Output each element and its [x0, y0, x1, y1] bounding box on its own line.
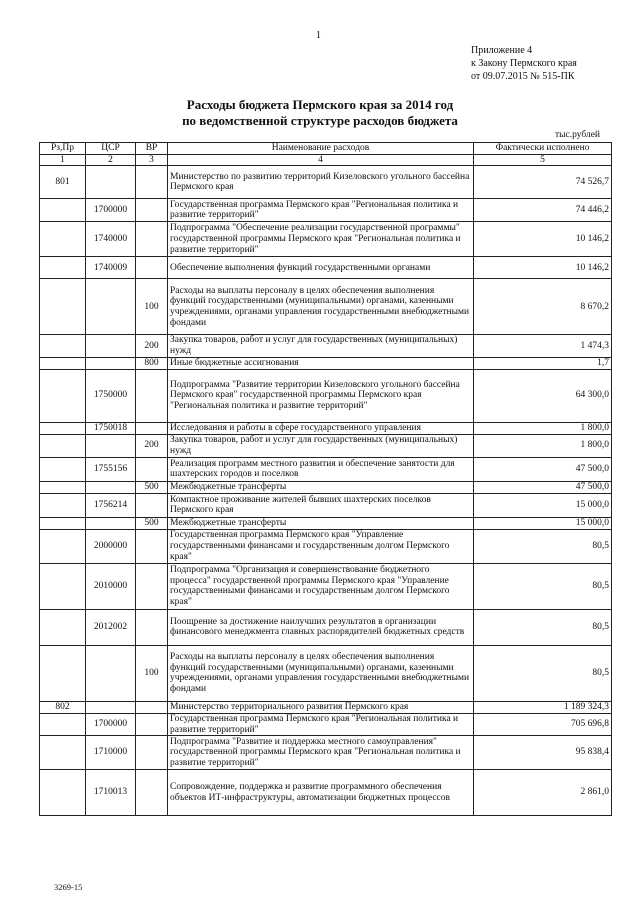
- cell-csr: 1740009: [86, 257, 136, 279]
- header-number: 5: [474, 154, 612, 166]
- table-row: [40, 335, 612, 357]
- cell-vr: [136, 199, 168, 222]
- cell-csr: 2000000: [86, 529, 136, 563]
- header-rz: Рз,Пр: [40, 143, 86, 155]
- cell-rz: [40, 713, 86, 735]
- cell-vr: [136, 563, 168, 609]
- cell-amount: 1,7: [474, 357, 612, 369]
- cell-name: Обеспечение выполнения функций государственными органами: [168, 257, 474, 279]
- header-number: 4: [168, 154, 474, 166]
- cell-amount: 2 861,0: [474, 770, 612, 816]
- cell-vr: [136, 770, 168, 816]
- cell-amount: 80,5: [474, 609, 612, 645]
- cell-vr: 100: [136, 279, 168, 335]
- cell-csr: [86, 357, 136, 369]
- cell-vr: [136, 166, 168, 199]
- cell-csr: [86, 434, 136, 457]
- units-label: тыс.рублей: [555, 130, 601, 140]
- cell-name: Подпрограмма "Развитие территории Кизеловского угольного бассейна Пермского края" государственной программы Пермского края "Региональная политика и развитие территорий": [168, 369, 474, 422]
- cell-vr: [136, 736, 168, 770]
- header-number: 2: [86, 154, 136, 166]
- cell-rz: [40, 645, 86, 701]
- cell-vr: [136, 257, 168, 279]
- footer-code: 3269-15: [54, 882, 83, 892]
- cell-amount: 64 300,0: [474, 369, 612, 422]
- cell-name: Государственная программа Пермского края "Региональная политика и развитие территорий": [168, 713, 474, 735]
- cell-rz: [40, 357, 86, 369]
- table-row: [40, 736, 612, 770]
- table-row: [40, 770, 612, 816]
- cell-csr: 1710013: [86, 770, 136, 816]
- cell-vr: [136, 701, 168, 713]
- table-row: [40, 369, 612, 422]
- cell-csr: [86, 645, 136, 701]
- cell-amount: 10 146,2: [474, 222, 612, 257]
- header-amount: Фактически исполнено: [474, 143, 612, 155]
- cell-name: Подпрограмма "Обеспечение реализации государственной программы" государственной программы Пермского края "Региональная политика и развитие территорий": [168, 222, 474, 257]
- cell-rz: [40, 457, 86, 481]
- cell-amount: 10 146,2: [474, 257, 612, 279]
- cell-name: Исследования и работы в сфере государственного управления: [168, 422, 474, 434]
- cell-rz: [40, 257, 86, 279]
- cell-vr: [136, 457, 168, 481]
- cell-vr: [136, 422, 168, 434]
- cell-name: Государственная программа Пермского края "Управление государственными финансами и государственным долгом Пермского края": [168, 529, 474, 563]
- cell-vr: [136, 529, 168, 563]
- cell-amount: 15 000,0: [474, 493, 612, 517]
- table-row: [40, 493, 612, 517]
- cell-csr: [86, 279, 136, 335]
- cell-csr: 1740000: [86, 222, 136, 257]
- cell-amount: 15 000,0: [474, 517, 612, 529]
- header-number: 3: [136, 154, 168, 166]
- cell-vr: [136, 609, 168, 645]
- cell-vr: 200: [136, 335, 168, 357]
- table-row: [40, 199, 612, 222]
- cell-name: Иные бюджетные ассигнования: [168, 357, 474, 369]
- cell-csr: 1700000: [86, 199, 136, 222]
- table-row: [40, 457, 612, 481]
- header-numbers-row: [40, 154, 612, 166]
- cell-csr: [86, 335, 136, 357]
- table-row: [40, 563, 612, 609]
- cell-rz: [40, 422, 86, 434]
- cell-rz: [40, 770, 86, 816]
- cell-csr: [86, 701, 136, 713]
- cell-rz: [40, 279, 86, 335]
- cell-csr: 2012002: [86, 609, 136, 645]
- cell-csr: [86, 166, 136, 199]
- cell-amount: 47 500,0: [474, 481, 612, 493]
- cell-csr: 2010000: [86, 563, 136, 609]
- cell-csr: 1750018: [86, 422, 136, 434]
- cell-vr: [136, 369, 168, 422]
- cell-rz: [40, 369, 86, 422]
- budget-table: [39, 142, 612, 816]
- cell-rz: [40, 434, 86, 457]
- appendix-block: [471, 44, 621, 83]
- cell-rz: [40, 222, 86, 257]
- cell-csr: 1755156: [86, 457, 136, 481]
- cell-name: Государственная программа Пермского края "Региональная политика и развитие территорий": [168, 199, 474, 222]
- cell-amount: 1 189 324,3: [474, 701, 612, 713]
- cell-vr: [136, 713, 168, 735]
- table-row: [40, 166, 612, 199]
- appendix-line-1: Приложение 4: [471, 45, 533, 56]
- table-row: [40, 701, 612, 713]
- cell-rz: [40, 517, 86, 529]
- cell-name: Министерство территориального развития Пермского края: [168, 701, 474, 713]
- cell-rz: [40, 199, 86, 222]
- cell-rz: [40, 563, 86, 609]
- cell-csr: 1700000: [86, 713, 136, 735]
- header-csr: ЦСР: [86, 143, 136, 155]
- cell-name: Закупка товаров, работ и услуг для государственных (муниципальных) нужд: [168, 434, 474, 457]
- table-row: [40, 222, 612, 257]
- cell-amount: 705 696,8: [474, 713, 612, 735]
- cell-name: Министерство по развитию территорий Кизеловского угольного бассейна Пермского края: [168, 166, 474, 199]
- cell-vr: 800: [136, 357, 168, 369]
- cell-vr: 100: [136, 645, 168, 701]
- cell-vr: [136, 493, 168, 517]
- table-row: [40, 529, 612, 563]
- cell-rz: [40, 736, 86, 770]
- cell-name: Расходы на выплаты персоналу в целях обеспечения выполнения функций государственными (муниципальными) органами, казенными учреждениями, органами управления государственными внебюджетными фондами: [168, 279, 474, 335]
- cell-vr: 500: [136, 481, 168, 493]
- appendix-line-3: от 09.07.2015 № 515-ПК: [471, 71, 575, 82]
- title-line-2: по ведомственной структуре расходов бюджета: [182, 113, 458, 128]
- cell-rz: 801: [40, 166, 86, 199]
- cell-name: Подпрограмма "Развитие и поддержка местного самоуправления" государственной программы Пермского края "Региональная политика и развитие территорий": [168, 736, 474, 770]
- table-row: [40, 257, 612, 279]
- page-number: 1: [316, 30, 321, 41]
- cell-csr: [86, 517, 136, 529]
- cell-name: Компактное проживание жителей бывших шахтерских поселков Пермского края: [168, 493, 474, 517]
- cell-amount: 74 526,7: [474, 166, 612, 199]
- table-row: [40, 645, 612, 701]
- table-row: [40, 517, 612, 529]
- header-row: [40, 143, 612, 155]
- cell-csr: 1750000: [86, 369, 136, 422]
- appendix-line-2: к Закону Пермского края: [471, 58, 577, 69]
- cell-name: Межбюджетные трансферты: [168, 517, 474, 529]
- cell-amount: 1 474,3: [474, 335, 612, 357]
- cell-vr: 200: [136, 434, 168, 457]
- cell-amount: 8 670,2: [474, 279, 612, 335]
- cell-rz: [40, 493, 86, 517]
- cell-rz: [40, 481, 86, 493]
- cell-rz: [40, 335, 86, 357]
- cell-rz: 802: [40, 701, 86, 713]
- table-row: [40, 434, 612, 457]
- table-row: [40, 713, 612, 735]
- cell-rz: [40, 529, 86, 563]
- cell-rz: [40, 609, 86, 645]
- header-vr: ВР: [136, 143, 168, 155]
- cell-name: Подпрограмма "Организация и совершенствование бюджетного процесса" государственной программы Пермского края "Управление государственными финансами и государственным долгом Пермского края": [168, 563, 474, 609]
- cell-name: Межбюджетные трансферты: [168, 481, 474, 493]
- table-row: [40, 609, 612, 645]
- cell-name: Поощрение за достижение наилучших результатов в организации финансового менеджмента главных распорядителей бюджетных средств: [168, 609, 474, 645]
- cell-vr: [136, 222, 168, 257]
- cell-amount: 47 500,0: [474, 457, 612, 481]
- title-line-1: Расходы бюджета Пермского края за 2014 год: [186, 97, 454, 112]
- cell-name: Сопровождение, поддержка и развитие программного обеспечения объектов ИТ-инфраструктуры, автоматизации бюджетных процессов: [168, 770, 474, 816]
- cell-amount: 1 800,0: [474, 434, 612, 457]
- cell-amount: 1 800,0: [474, 422, 612, 434]
- cell-name: Закупка товаров, работ и услуг для государственных (муниципальных) нужд: [168, 335, 474, 357]
- header-name: Наименование расходов: [168, 143, 474, 155]
- table-row: [40, 481, 612, 493]
- cell-name: Реализация программ местного развития и обеспечение занятости для шахтерских городов и поселков: [168, 457, 474, 481]
- cell-amount: 95 838,4: [474, 736, 612, 770]
- cell-vr: 500: [136, 517, 168, 529]
- cell-csr: [86, 481, 136, 493]
- cell-amount: 80,5: [474, 563, 612, 609]
- header-number: 1: [40, 154, 86, 166]
- table-row: [40, 279, 612, 335]
- cell-csr: 1756214: [86, 493, 136, 517]
- document-title: [0, 97, 640, 129]
- cell-amount: 80,5: [474, 529, 612, 563]
- cell-amount: 80,5: [474, 645, 612, 701]
- cell-name: Расходы на выплаты персоналу в целях обеспечения выполнения функций государственными (муниципальными) органами, казенными учреждениями, органами управления государственными внебюджетными фондами: [168, 645, 474, 701]
- cell-csr: 1710000: [86, 736, 136, 770]
- table-row: [40, 357, 612, 369]
- cell-amount: 74 446,2: [474, 199, 612, 222]
- table-row: [40, 422, 612, 434]
